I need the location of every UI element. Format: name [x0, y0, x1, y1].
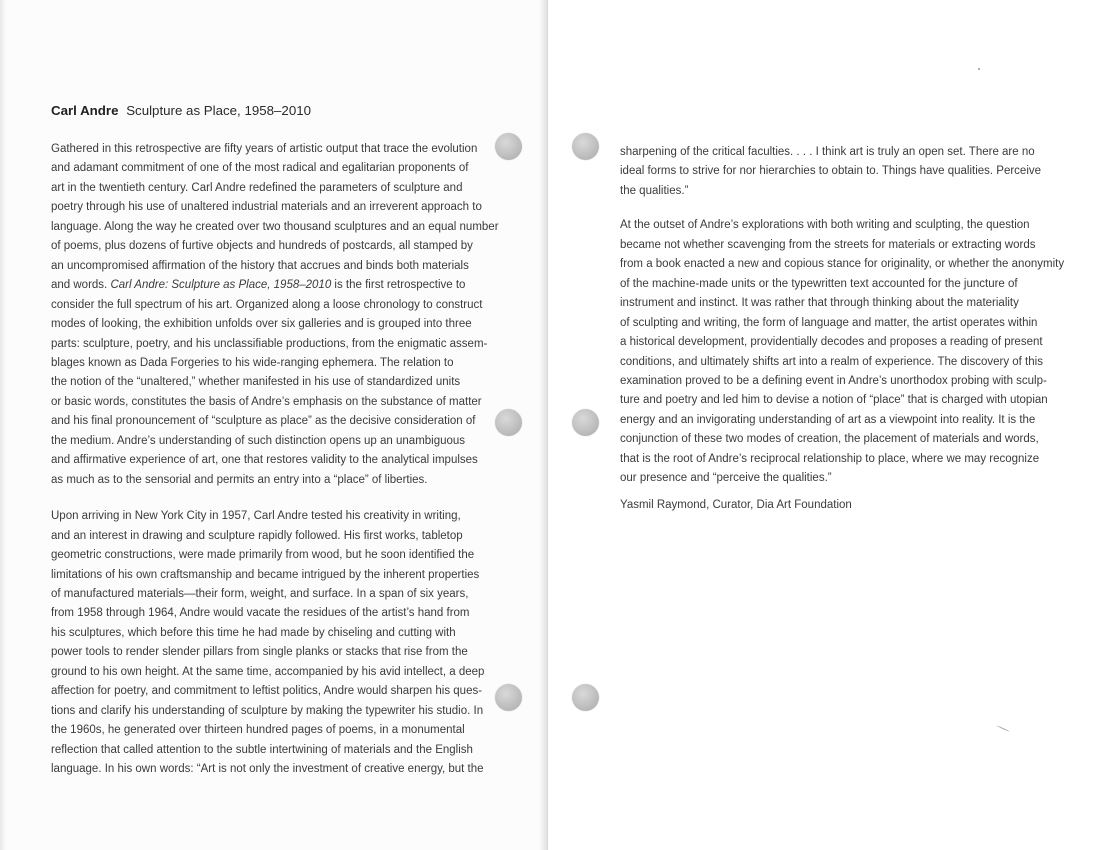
right-text-column: [620, 143, 1065, 489]
text-line: power tools to render slender pillars from single planks or stacks that rise from the: [51, 646, 468, 659]
text-line: the qualities.”: [620, 184, 689, 197]
text-line: the medium. Andre’s understanding of such distinction opens up an unambiguous: [51, 434, 466, 447]
text-line: ground to his own height. At the same time, accompanied by his avid intellect, a deep: [51, 665, 485, 678]
text-line: from 1958 through 1964, Andre would vacate the residues of the artist’s hand from: [51, 607, 470, 620]
paragraph-4: [620, 216, 1065, 488]
text-line: affection for poetry, and commitment to leftist politics, Andre would sharpen his ques-: [51, 685, 483, 698]
text-line: the 1960s, he generated over thirteen hundred pages of poems, in a monumental: [51, 724, 465, 737]
paragraph-3: [620, 143, 1044, 201]
text-line: art in the twentieth century. Carl Andre redefined the parameters of sculpture and: [51, 181, 463, 194]
text-line: examination proved to be a defining event in Andre’s unorthodox probing with sculp-: [620, 374, 1047, 387]
punch-hole: [572, 133, 599, 160]
text-line: ture and poetry and led him to devise a notion of “place” that is charged with utopian: [620, 394, 1048, 407]
text-line: conjunction of these two modes of creation, the placement of materials and words,: [620, 433, 1039, 446]
text-line: instrument and instinct. It was rather that through thinking about the materiality: [620, 297, 1019, 310]
heading-artist: Carl Andre: [51, 103, 119, 118]
text-line: energy and an invigorating understanding of art as a viewpoint into reality. It is the: [620, 413, 1036, 426]
exhibition-title-italic: Carl Andre: Sculpture as Place, 1958–2010: [110, 279, 332, 292]
text-line: a historical development, providentially decodes and proposes a reading of present: [620, 336, 1043, 349]
punch-hole: [572, 409, 599, 436]
text-line: an uncompromised affirmation of the history that accrues and binds both materials: [51, 259, 469, 272]
text-line: of manufactured materials—their form, weight, and surface. In a span of six years,: [51, 587, 469, 600]
left-text-column: [51, 140, 499, 780]
author-signature: Yasmil Raymond, Curator, Dia Art Foundation: [620, 499, 852, 511]
text-line: parts: sculpture, poetry, and his unclassifiable productions, from the enigmatic assem-: [51, 337, 488, 350]
heading-subtitle: Sculpture as Place, 1958–2010: [126, 103, 311, 118]
punch-hole: [495, 409, 522, 436]
text-run: is the first retrospective to: [331, 279, 466, 292]
text-line: from a book enacted a new and copious stance for originality, or whether the anonymity: [620, 258, 1065, 271]
paper-speck: [978, 68, 980, 70]
text-line: the notion of the “unaltered,” whether manifested in his use of standardized units: [51, 376, 461, 389]
text-line: At the outset of Andre’s explorations with both writing and sculpting, the question: [620, 219, 1030, 232]
text-line: modes of looking, the exhibition unfolds over six galleries and is grouped into three: [51, 318, 472, 331]
text-line: geometric constructions, were made primarily from wood, but he soon identified the: [51, 549, 475, 562]
text-line: of poems, plus dozens of furtive objects and hundreds of postcards, all stamped by: [51, 240, 473, 253]
text-line: blages known as Dada Forgeries to his wide-ranging ephemera. The relation to: [51, 356, 454, 369]
text-line: [51, 276, 483, 295]
text-line: and adamant commitment of one of the most radical and egalitarian proponents of: [51, 162, 469, 175]
text-line: consider the full spectrum of his art. Organized along a loose chronology to construct: [51, 298, 483, 311]
left-page: [0, 0, 548, 850]
paper-mark: [996, 725, 1009, 732]
text-line: and affirmative experience of art, one that restores validity to the analytical impulses: [51, 454, 478, 467]
left-edge-shadow: [0, 0, 6, 850]
text-line: conditions, and ultimately shifts art into a realm of experience. The discovery of this: [620, 355, 1043, 368]
text-line: of sculpting and writing, the form of language and matter, the artist operates within: [620, 316, 1038, 329]
punch-hole: [495, 133, 522, 160]
punch-hole: [495, 684, 522, 711]
text-line: our presence and “perceive the qualities.”: [620, 472, 832, 485]
punch-hole: [572, 684, 599, 711]
paragraph-2: [51, 507, 483, 779]
paragraph-1: [51, 140, 499, 490]
text-line: that is the root of Andre’s reciprocal relationship to place, where we may recognize: [620, 452, 1040, 465]
text-line: his sculptures, which before this time he had made by chiseling and cutting with: [51, 626, 456, 639]
heading: [51, 103, 311, 118]
text-run: and words.: [51, 279, 111, 292]
text-line: as much as to the sensorial and permits an entry into a “place” of liberties.: [51, 473, 428, 486]
text-line: language. Along the way he created over two thousand sculptures and an equal number: [51, 220, 499, 233]
text-line: tions and clarify his understanding of sculpture by making the typewriter his studio. In: [51, 704, 484, 717]
text-line: of the machine-made units or the typewritten text accounted for the juncture of: [620, 277, 1018, 290]
text-line: reflection that called attention to the subtle intertwining of materials and the English: [51, 743, 473, 756]
text-line: or basic words, constitutes the basis of Andre’s emphasis on the substance of matter: [51, 395, 482, 408]
text-line: limitations of his own craftsmanship and became intrigued by the inherent properties: [51, 568, 480, 581]
text-line: and an interest in drawing and sculpture rapidly followed. His first works, tabletop: [51, 529, 463, 542]
text-line: and his final pronouncement of “sculpture as place” as the decisive consideration of: [51, 415, 476, 428]
text-line: sharpening of the critical faculties. . . . I think art is truly an open set. There are no: [620, 146, 1035, 158]
text-line: ideal forms to strive for nor hierarchies to obtain to. Things have qualities. Perceive: [620, 165, 1042, 178]
text-line: poetry through his use of unaltered industrial materials and an irreverent approach to: [51, 201, 482, 214]
text-line: Upon arriving in New York City in 1957, Carl Andre tested his creativity in writing,: [51, 510, 461, 523]
text-line: became not whether scavenging from the streets for materials or extracting words: [620, 238, 1036, 251]
text-line: language. In his own words: “Art is not only the investment of creative energy, but the: [51, 763, 484, 776]
text-line: Gathered in this retrospective are fifty years of artistic output that trace the evolution: [51, 143, 478, 155]
